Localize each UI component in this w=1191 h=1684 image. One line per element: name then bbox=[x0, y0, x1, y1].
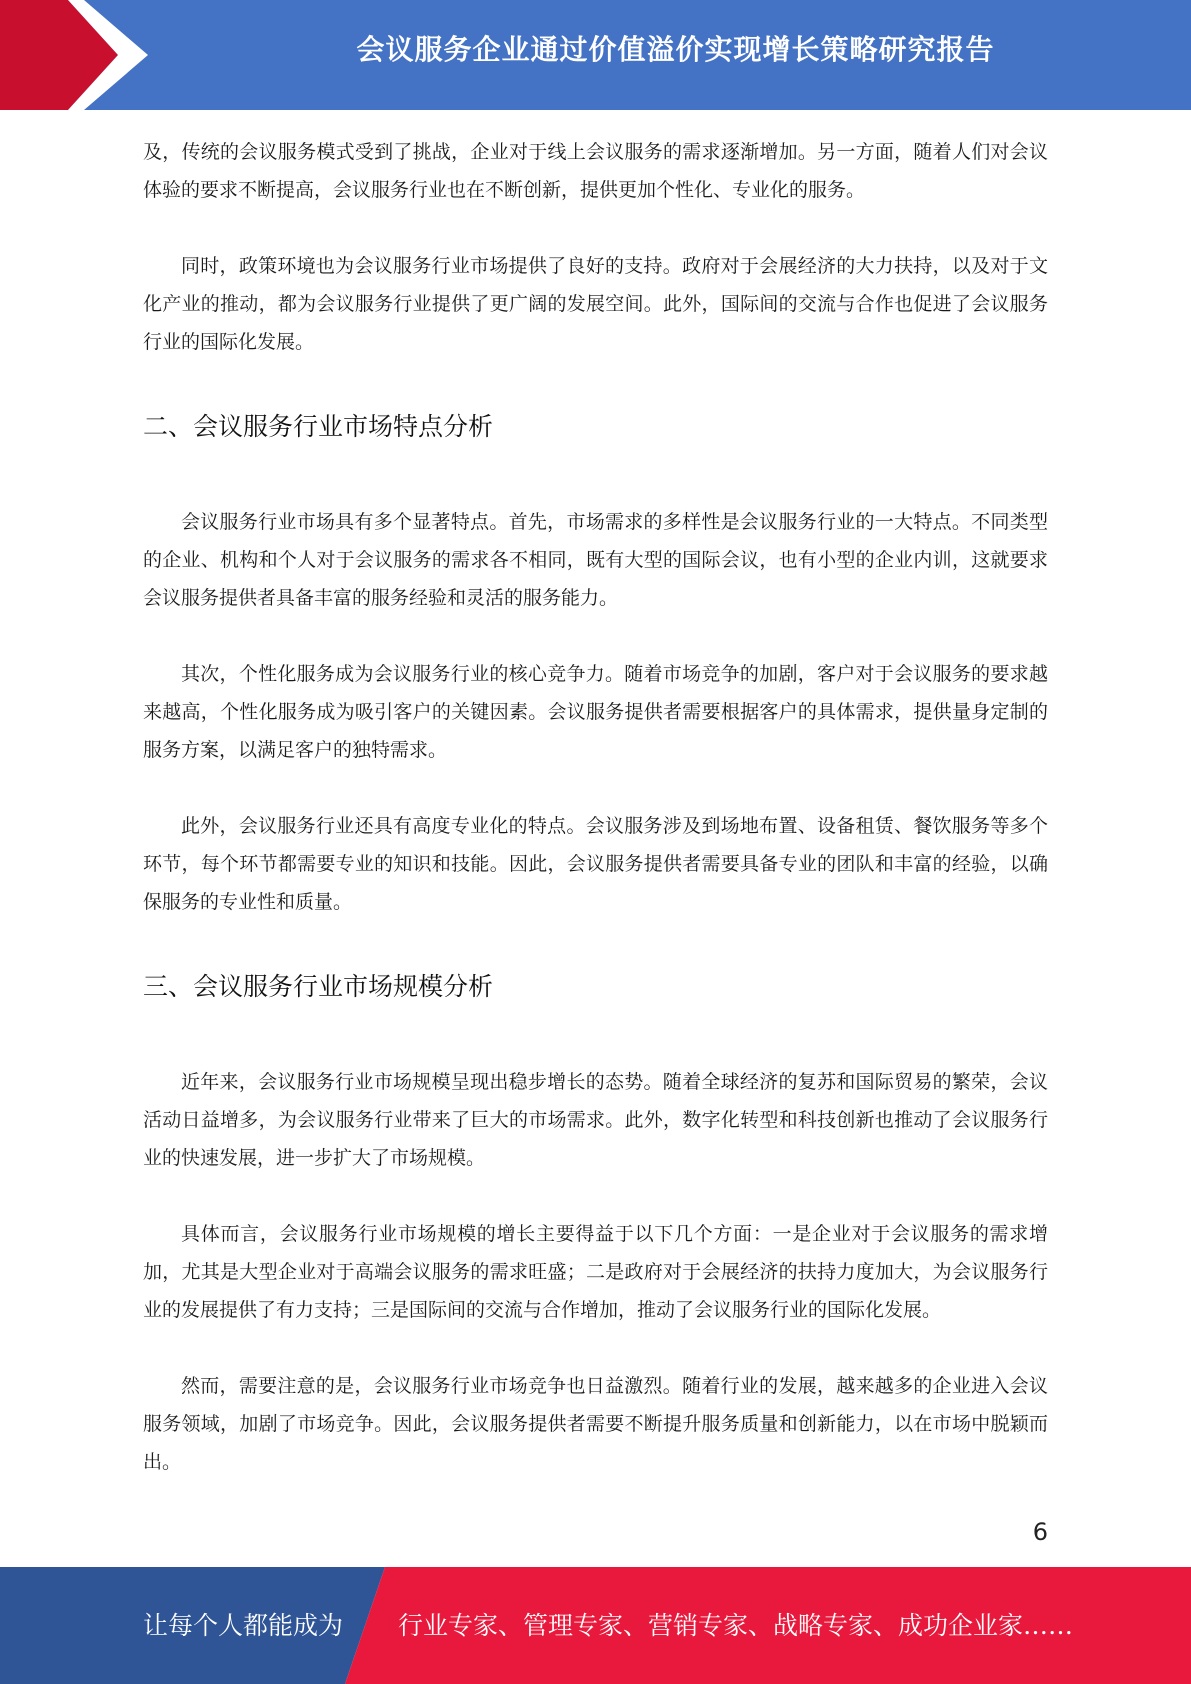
paragraph: 会议服务行业市场具有多个显著特点。首先，市场需求的多样性是会议服务行业的一大特点。不同类型的企业、机构和个人对于会议服务的需求各不相同，既有大型的国际会议，也有小型的企业内训，这就要求会议服务提供者具备丰富的服务经验和灵活的服务能力。 bbox=[143, 511, 1048, 609]
section-heading: 二、会议服务行业市场特点分析 bbox=[143, 412, 494, 441]
paragraph: 然而，需要注意的是，会议服务行业市场竞争也日益激烈。随着行业的发展，越来越多的企业进入会议服务领域，加剧了市场竞争。因此，会议服务提供者需要不断提升服务质量和创新能力，以在市场中脱颖而出。 bbox=[143, 1375, 1048, 1473]
page-footer bbox=[0, 1567, 1191, 1684]
document-body bbox=[143, 133, 1048, 1481]
footer-slogan-right: 行业专家、管理专家、营销专家、战略专家、成功企业家…… bbox=[398, 1611, 1074, 1640]
paragraph: 其次，个性化服务成为会议服务行业的核心竞争力。随着市场竞争的加剧，客户对于会议服务的要求越来越高，个性化服务成为吸引客户的关键因素。会议服务提供者需要根据客户的具体需求，提供量身定制的服务方案，以满足客户的独特需求。 bbox=[143, 663, 1048, 761]
paragraph: 同时，政策环境也为会议服务行业市场提供了良好的支持。政府对于会展经济的大力扶持，以及对于文化产业的推动，都为会议服务行业提供了更广阔的发展空间。此外，国际间的交流与合作也促进了会议服务行业的国际化发展。 bbox=[143, 255, 1048, 353]
paragraph: 具体而言，会议服务行业市场规模的增长主要得益于以下几个方面：一是企业对于会议服务的需求增加，尤其是大型企业对于高端会议服务的需求旺盛；二是政府对于会展经济的扶持力度加大，为会议服务行业的发展提供了有力支持；三是国际间的交流与合作增加，推动了会议服务行业的国际化发展。 bbox=[143, 1223, 1048, 1321]
footer-slogan-left: 让每个人都能成为 bbox=[143, 1611, 344, 1640]
page-header bbox=[0, 0, 1191, 110]
page-number: 6 bbox=[1032, 1518, 1048, 1546]
paragraph: 及，传统的会议服务模式受到了挑战，企业对于线上会议服务的需求逐渐增加。另一方面，随着人们对会议体验的要求不断提高，会议服务行业也在不断创新，提供更加个性化、专业化的服务。 bbox=[143, 141, 1048, 201]
paragraph: 此外，会议服务行业还具有高度专业化的特点。会议服务涉及到场地布置、设备租赁、餐饮服务等多个环节，每个环节都需要专业的知识和技能。因此，会议服务提供者需要具备专业的团队和丰富的经验，以确保服务的专业性和质量。 bbox=[143, 815, 1048, 913]
section-heading: 三、会议服务行业市场规模分析 bbox=[143, 972, 494, 1001]
paragraph: 近年来，会议服务行业市场规模呈现出稳步增长的态势。随着全球经济的复苏和国际贸易的繁荣，会议活动日益增多，为会议服务行业带来了巨大的市场需求。此外，数字化转型和科技创新也推动了会议服务行业的快速发展，进一步扩大了市场规模。 bbox=[143, 1071, 1048, 1169]
header-arrow-decoration bbox=[0, 0, 160, 110]
report-title: 会议服务企业通过价值溢价实现增长策略研究报告 bbox=[356, 33, 995, 66]
